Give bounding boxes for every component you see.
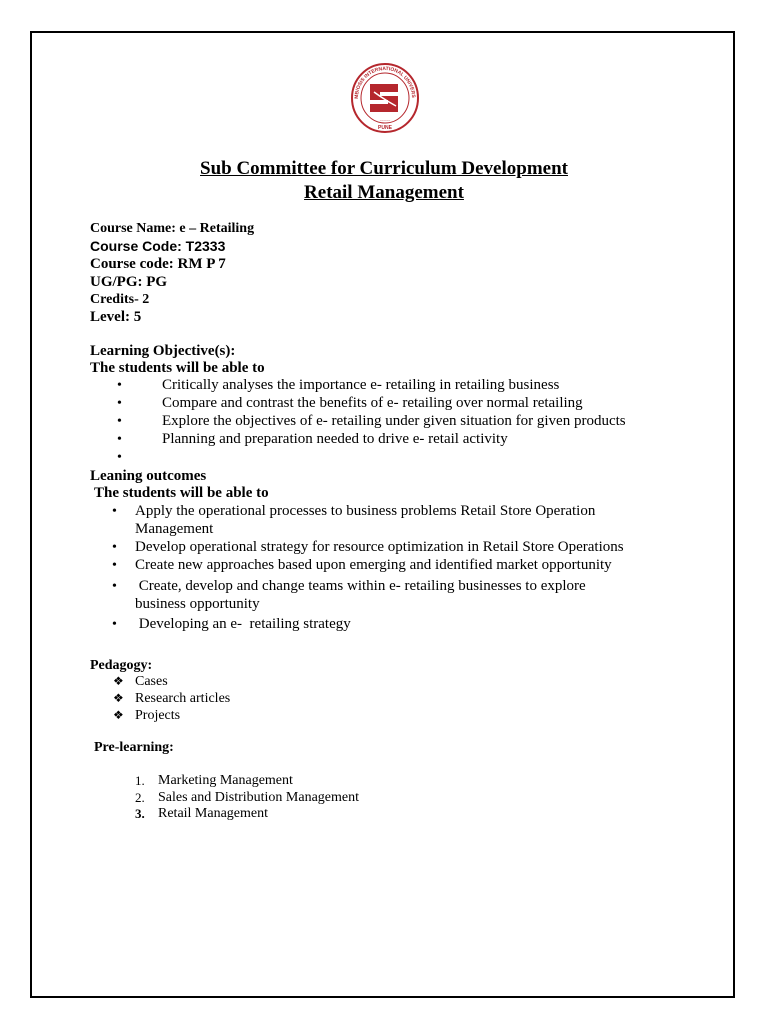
pedagogy-item: Cases xyxy=(135,674,168,689)
course-code: Course Code: T2333 xyxy=(90,238,226,254)
prelearning-item: Retail Management xyxy=(158,806,269,821)
bullet-icon: • xyxy=(112,504,117,519)
objective-item: Compare and contrast the benefits of e- retailing over normal retailing xyxy=(162,395,583,411)
outcomes-intro: The students will be able to xyxy=(94,485,269,501)
objective-item: Critically analyses the importance e- retailing in retailing business xyxy=(162,377,560,393)
university-seal-logo xyxy=(350,62,420,138)
bullet-icon: • xyxy=(117,450,122,465)
outcome-item: Apply the operational processes to business problems Retail Store Operation xyxy=(135,503,596,519)
outcome-item: Create new approaches based upon emerging and identified market opportunity xyxy=(135,557,612,573)
prelearning-heading: Pre-learning: xyxy=(94,740,174,755)
page-title: Sub Committee for Curriculum Development xyxy=(200,158,568,179)
objective-item: Explore the objectives of e- retailing under given situation for given products xyxy=(162,413,626,429)
course-code-2: Course code: RM P 7 xyxy=(90,256,226,272)
list-number: 2. xyxy=(135,790,145,805)
svg-text:PUNE: PUNE xyxy=(378,125,392,131)
outcome-item: Developing an e- retailing strategy xyxy=(135,616,351,632)
list-number: 3. xyxy=(135,806,145,821)
bullet-icon: • xyxy=(117,414,122,429)
svg-text:SYMBIOSIS INTERNATIONAL UNIVER: MBIOSIS INTERNATIONAL UNIVERS xyxy=(353,65,417,99)
outcome-item-cont: business opportunity xyxy=(135,596,260,612)
outcome-item: Create, develop and change teams within e- retailing businesses to explore xyxy=(135,578,586,594)
objectives-heading: Learning Objective(s): xyxy=(90,343,236,359)
bullet-icon: • xyxy=(112,617,117,632)
credits: Credits- 2 xyxy=(90,292,150,307)
objectives-intro: The students will be able to xyxy=(90,360,265,376)
outcomes-heading: Leaning outcomes xyxy=(90,468,207,484)
pedagogy-item: Research articles xyxy=(135,691,231,706)
diamond-bullet-icon: ❖ xyxy=(113,708,124,722)
svg-text:~~~~~~: ~~~~~~ xyxy=(379,118,391,122)
page-subtitle: Retail Management xyxy=(304,182,464,203)
outcome-item-cont: Management xyxy=(135,521,214,537)
outcome-item: Develop operational strategy for resource optimization in Retail Store Operations xyxy=(135,539,624,555)
pedagogy-heading: Pedagogy: xyxy=(90,658,153,673)
ug-pg: UG/PG: PG xyxy=(90,274,168,290)
list-number: 1. xyxy=(135,773,145,788)
diamond-bullet-icon: ❖ xyxy=(113,691,124,705)
bullet-icon: • xyxy=(117,378,122,393)
bullet-icon: • xyxy=(117,396,122,411)
bullet-icon: • xyxy=(112,579,117,594)
pedagogy-item: Projects xyxy=(135,708,181,723)
course-name: Course Name: e – Retailing xyxy=(90,221,255,236)
prelearning-item: Marketing Management xyxy=(158,773,293,788)
bullet-icon: • xyxy=(112,558,117,573)
objective-item: Planning and preparation needed to drive e- retail activity xyxy=(162,431,508,447)
bullet-icon: • xyxy=(117,432,122,447)
prelearning-item: Sales and Distribution Management xyxy=(158,790,360,805)
level: Level: 5 xyxy=(90,309,142,325)
diamond-bullet-icon: ❖ xyxy=(113,674,124,688)
bullet-icon: • xyxy=(112,540,117,555)
